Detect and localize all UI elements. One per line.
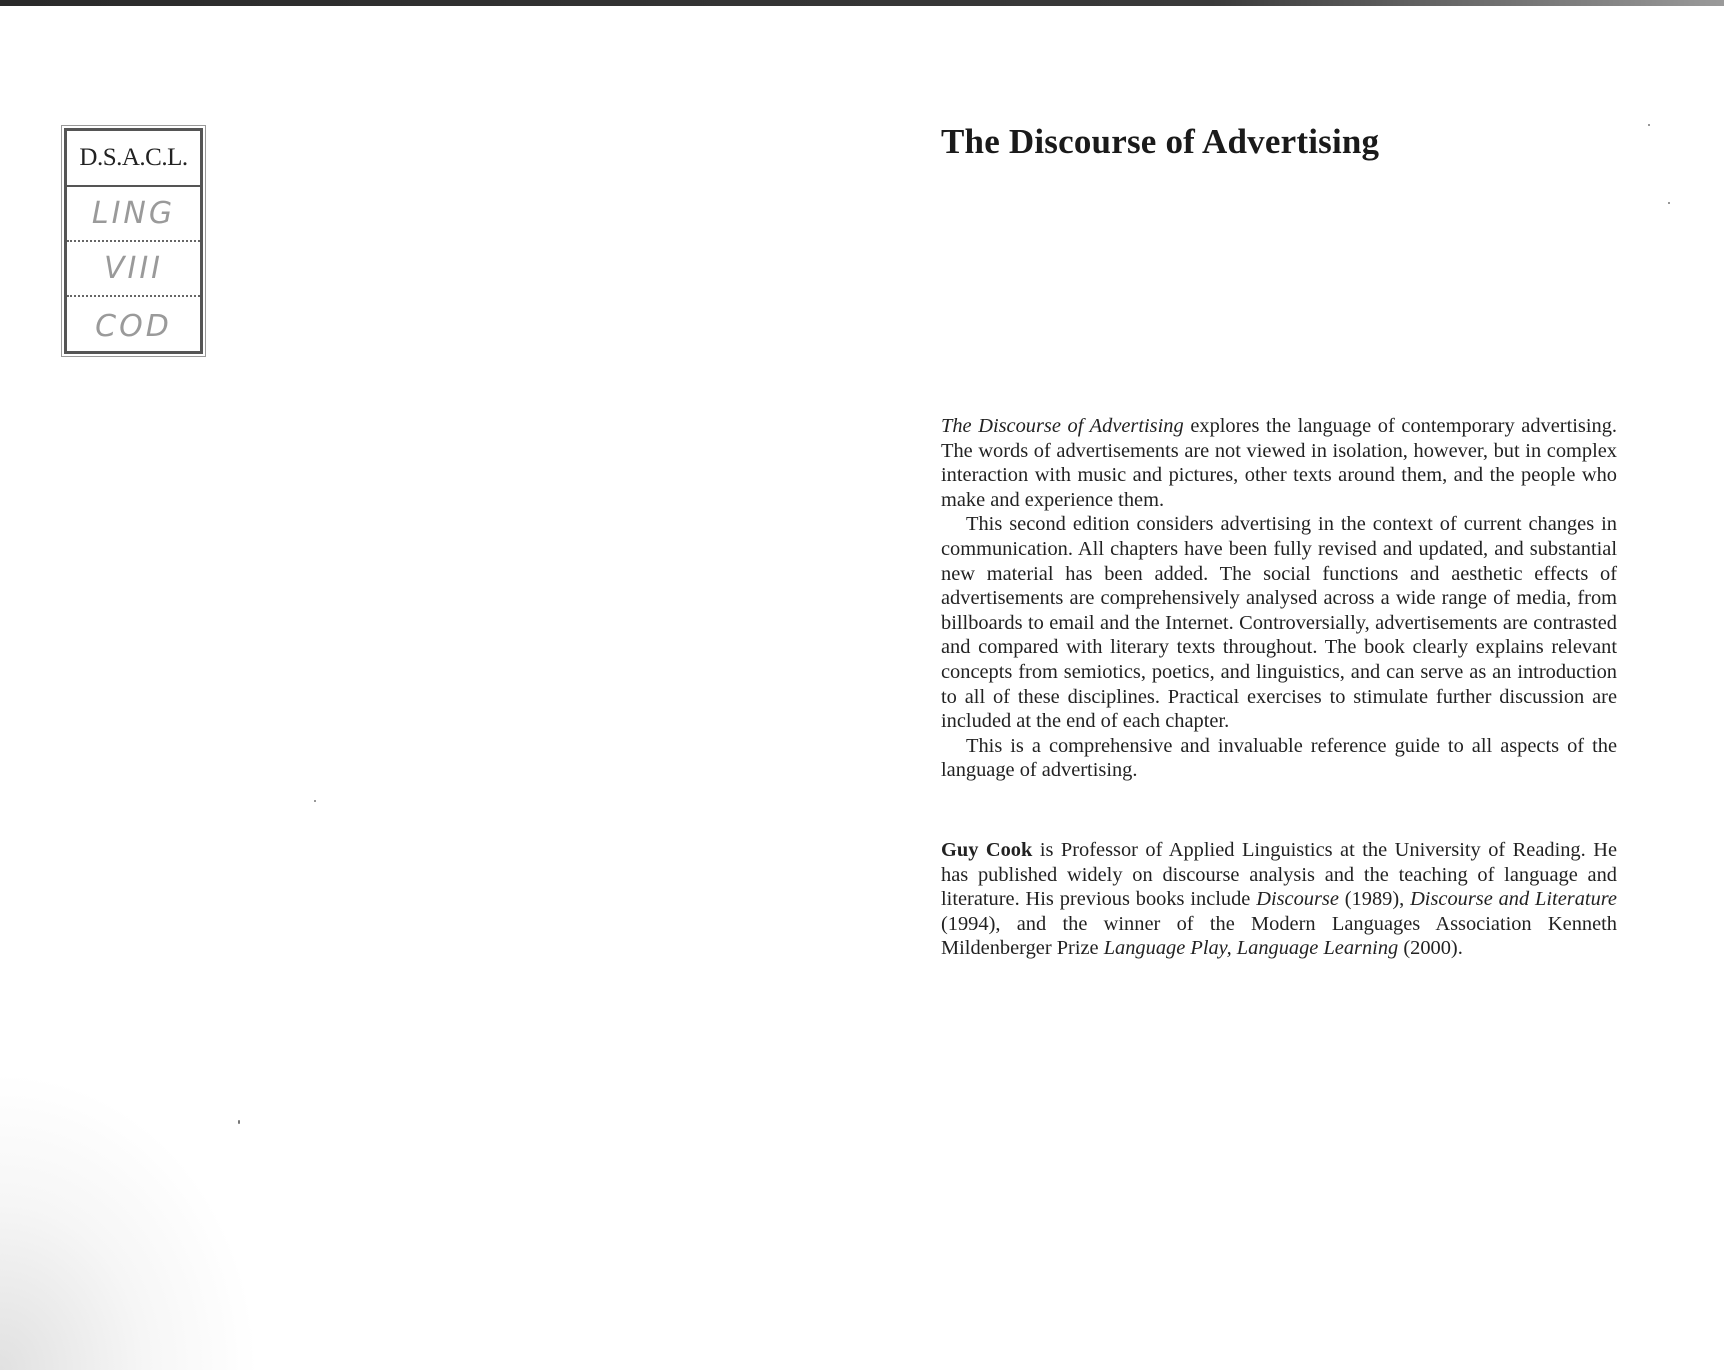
library-stamp bbox=[64, 128, 203, 354]
book-reference: Discourse and Literature bbox=[1410, 888, 1617, 911]
book-title: The Discourse of Advertising bbox=[941, 122, 1380, 161]
stamp-shelf-row-3: COD bbox=[95, 308, 172, 344]
author-name: Guy Cook bbox=[941, 839, 1033, 861]
bio-text: (2000). bbox=[1398, 937, 1463, 960]
bio-text: (1994), and the winner of the Modern Languages Association Kenneth Mildenberger Prize bbox=[941, 912, 1617, 960]
author-bio bbox=[941, 838, 1617, 961]
book-description bbox=[941, 414, 1617, 783]
description-text: explores the language of contemporary advertising. The words of advertisements are not viewed in isolation, however, but in complex interaction with music and pictures, other texts around them, and the people who make and experience them. bbox=[941, 415, 1617, 511]
scan-corner-shadow bbox=[0, 1070, 260, 1370]
book-reference: Discourse bbox=[1256, 888, 1339, 911]
bio-text: (1989), bbox=[1338, 888, 1411, 911]
description-paragraph-1 bbox=[941, 414, 1617, 512]
bio-text: is Professor of Applied Linguistics at the University of Reading. He has published widely on discourse analysis and the teaching of language and literature. His previous books include bbox=[941, 839, 1617, 911]
book-reference: Language Play, Language Learning bbox=[1103, 937, 1399, 960]
scan-speck bbox=[1648, 124, 1650, 126]
scan-speck bbox=[238, 1120, 240, 1124]
author-bio-paragraph bbox=[941, 838, 1617, 961]
scan-top-edge bbox=[0, 0, 1724, 6]
scan-speck bbox=[314, 800, 316, 802]
description-paragraph-3: This is a comprehensive and invaluable reference guide to all aspects of the language of advertising. bbox=[941, 734, 1617, 782]
scan-speck bbox=[1668, 202, 1670, 204]
stamp-shelf-row-1: LING bbox=[67, 187, 200, 242]
description-paragraph-2: This second edition considers advertising in the context of current changes in communication. All chapters have been fully revised and updated, and substantial new material has been added. The social functions and aesthetic effects of advertisements are comprehensively analysed across a wide range of media, from billboards to email and the Internet. Controversially, advertisements are contrasted and compared with literary texts throughout. The book clearly explains relevant concepts from semiotics, poetics, and linguistics, and can serve as an introduction to all of these disciplines. Practical exercises to stimulate further discussion are included at the end of each chapter. bbox=[941, 513, 1617, 733]
inline-book-title: The Discourse of Advertising bbox=[941, 415, 1184, 437]
stamp-shelf-row-2: VIII bbox=[67, 242, 200, 297]
stamp-library-name: D.S.A.C.L. bbox=[67, 131, 200, 187]
